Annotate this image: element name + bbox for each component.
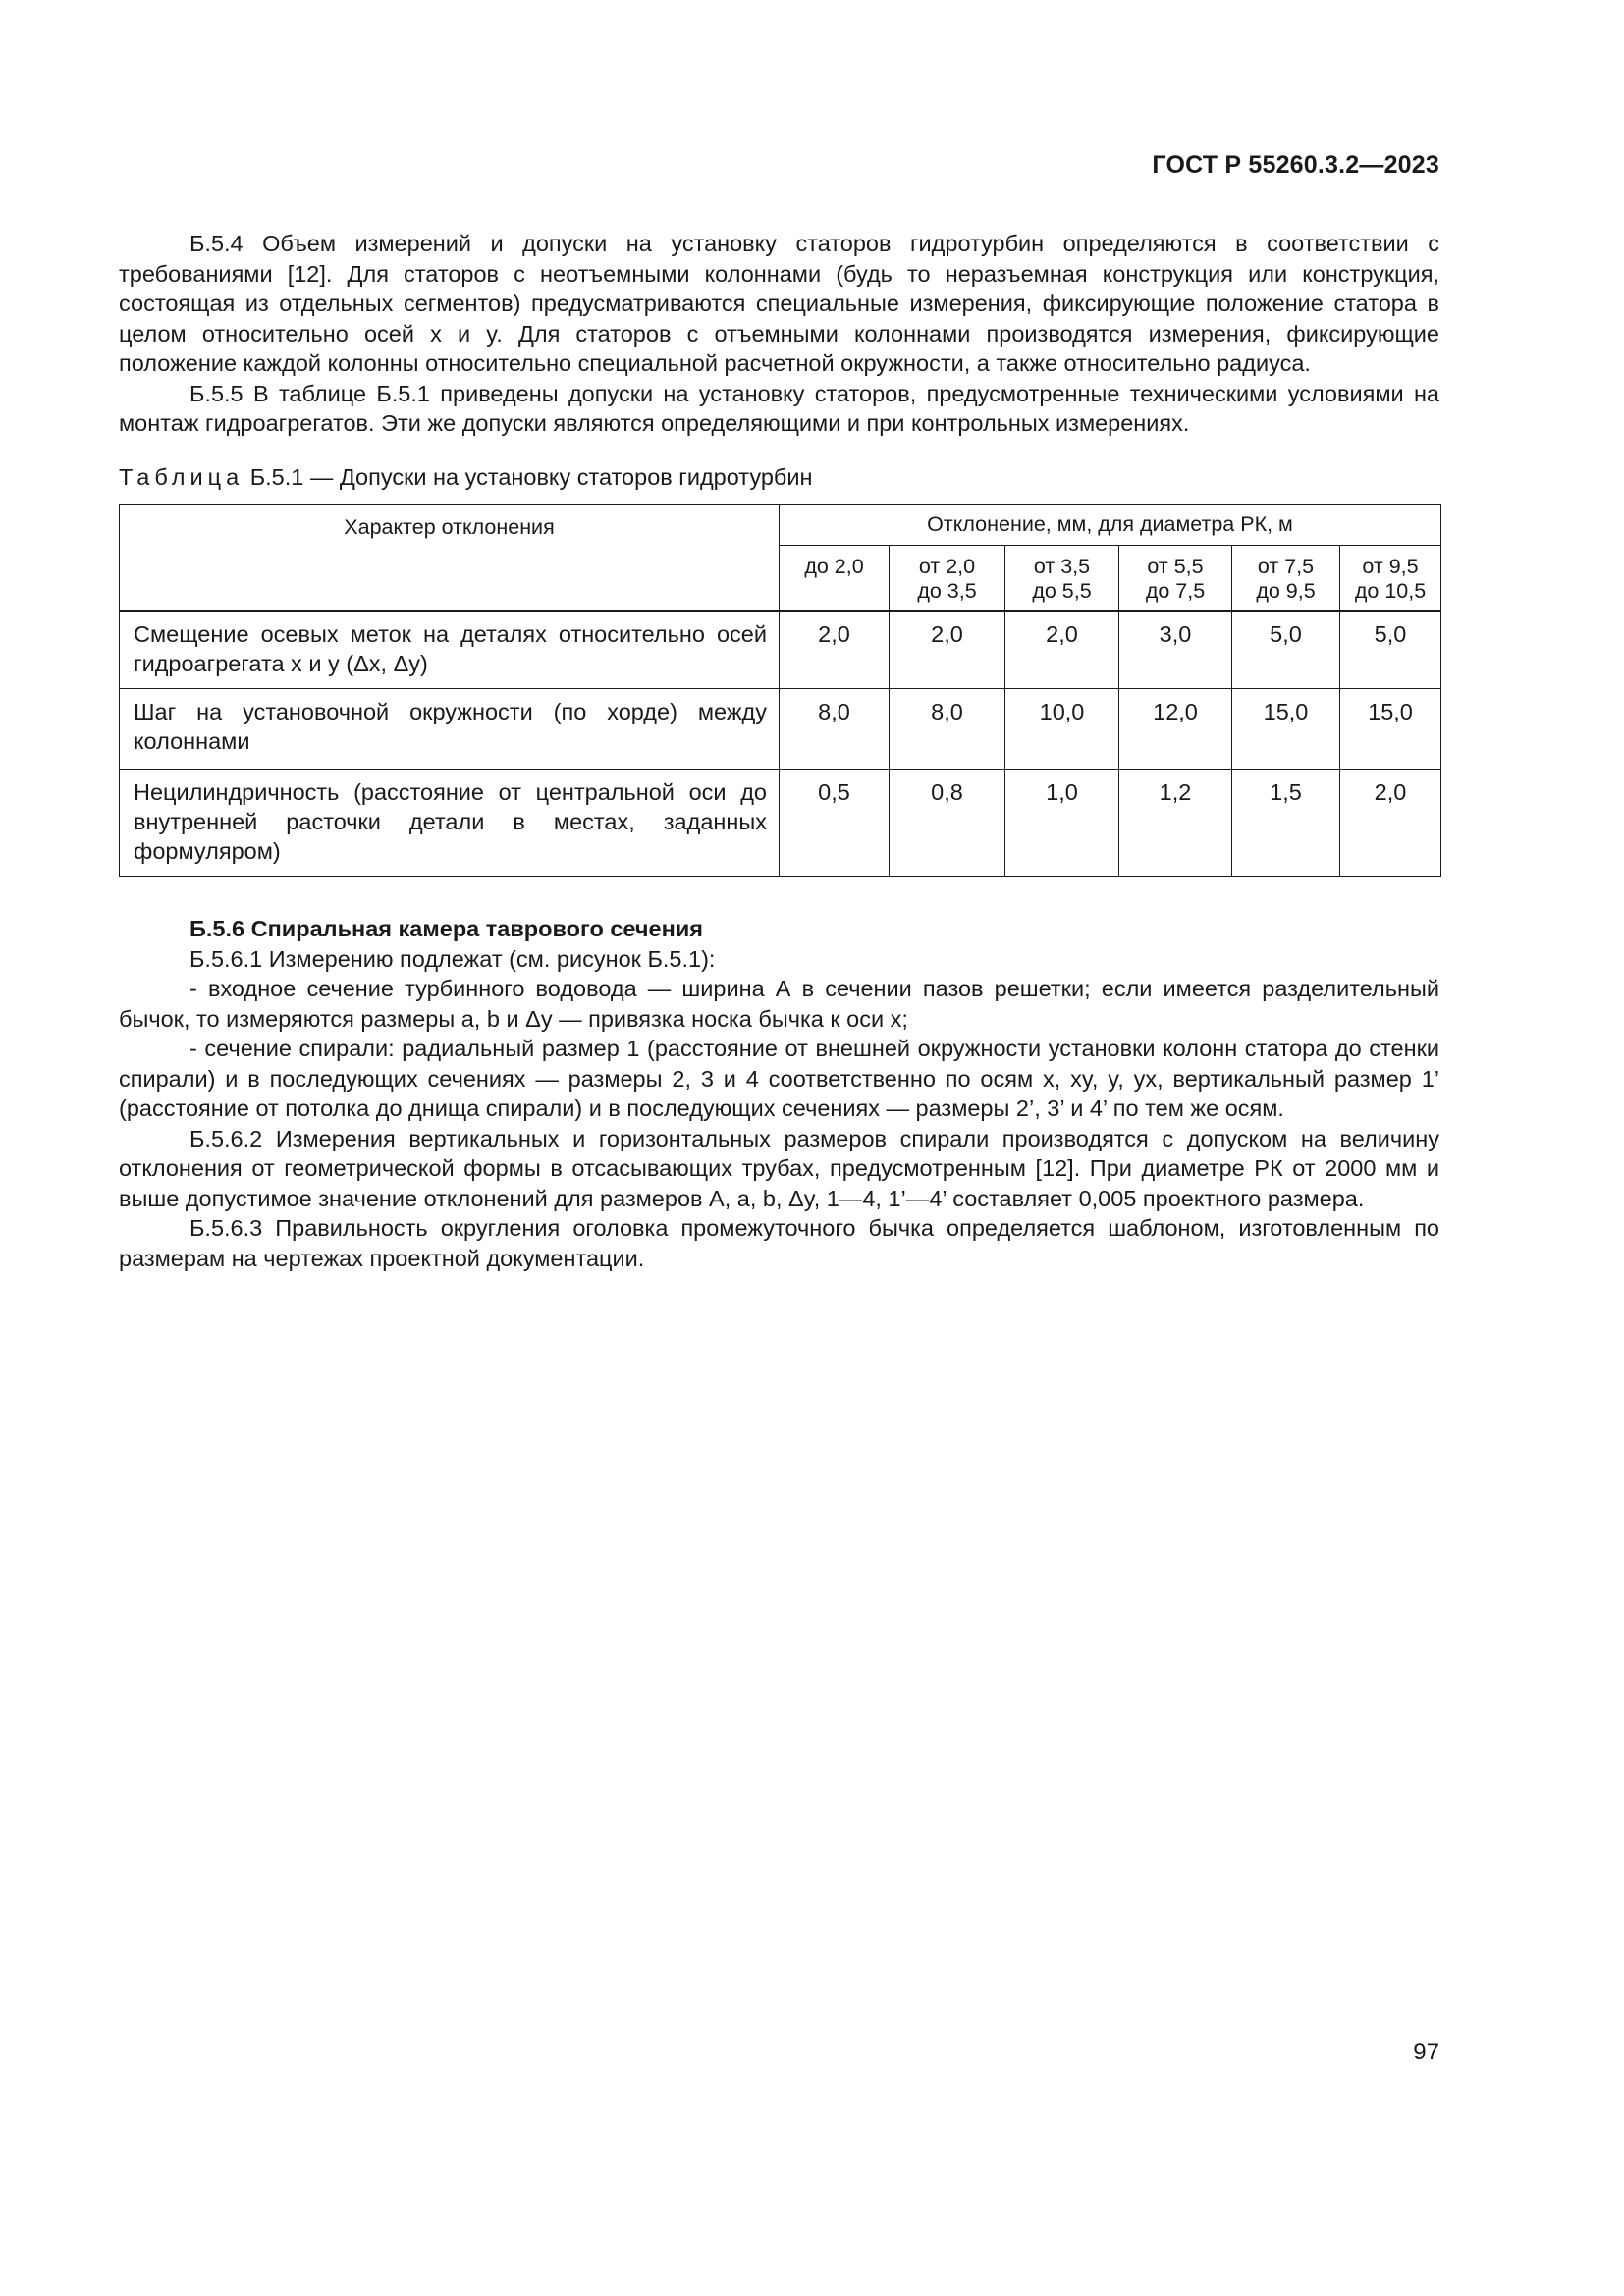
tolerance-value-cell: 2,0 <box>1340 770 1441 877</box>
section-heading-b56: Б.5.6 Спиральная камера таврового сечения <box>189 916 703 941</box>
range-to-label: до 3,5 <box>917 579 977 603</box>
tolerance-value-cell: 10,0 <box>1005 689 1119 770</box>
document-code-header: ГОСТ Р 55260.3.2—2023 <box>1152 151 1439 179</box>
range-to-label: до 7,5 <box>1145 579 1206 603</box>
tolerance-value-cell: 5,0 <box>1232 611 1340 689</box>
tolerance-value-cell: 1,5 <box>1232 770 1340 877</box>
range-from-label: от 7,5 <box>1257 555 1315 578</box>
table-caption <box>119 462 1439 493</box>
range-from-label: до 2,0 <box>804 555 864 578</box>
paragraph-b562: Б.5.6.2 Измерения вертикальных и горизонтальных размеров спирали производятся с допуском на величину отклонения от геометрической формы в отсасывающих трубах, предусмотренным [12]. При диаметре РК от 2000 мм и выше допустимое значение отклонений для размеров A, a, b, Δy, 1—4, 1’—4’ составляет 0,005 проектного размера. <box>119 1125 1439 1211</box>
table-row <box>120 611 1441 689</box>
tolerance-value-cell: 0,5 <box>780 770 890 877</box>
page-number: 97 <box>1413 2039 1439 2065</box>
diameter-range-header <box>1232 546 1340 612</box>
paragraph-b55: Б.5.5 В таблице Б.5.1 приведены допуски на установку статоров, предусмотренные техническими условиями на монтаж гидроагрегатов. Эти же допуски являются определяющими и при контрольных измерениях. <box>119 380 1439 436</box>
table-caption-lead: Таблица <box>119 464 244 490</box>
tolerance-value-cell: 2,0 <box>780 611 890 689</box>
tolerance-table <box>119 504 1441 877</box>
text-block-b54-b55 <box>119 229 1439 439</box>
table-body <box>120 611 1441 877</box>
tolerance-value-cell: 2,0 <box>1005 611 1119 689</box>
diameter-range-header <box>780 546 890 612</box>
tolerance-value-cell: 0,8 <box>890 770 1005 877</box>
tolerance-value-cell: 12,0 <box>1119 689 1232 770</box>
tolerance-value-cell: 5,0 <box>1340 611 1441 689</box>
table-caption-text: Б.5.1 — Допуски на установку статоров гидротурбин <box>249 464 813 490</box>
diameter-range-header <box>1119 546 1232 612</box>
deviation-description-cell: Нецилиндричность (расстояние от центральной оси до внутренней расточки детали в местах, заданных формуляром) <box>120 770 780 877</box>
deviation-description-cell: Шаг на установочной окружности (по хорде) между колоннами <box>120 689 780 770</box>
table-row <box>120 770 1441 877</box>
tolerance-value-cell: 1,2 <box>1119 770 1232 877</box>
tolerance-value-cell: 15,0 <box>1340 689 1441 770</box>
tolerance-value-cell: 1,0 <box>1005 770 1119 877</box>
diameter-range-header <box>890 546 1005 612</box>
tolerance-value-cell: 15,0 <box>1232 689 1340 770</box>
tolerance-value-cell: 8,0 <box>780 689 890 770</box>
range-from-label: от 2,0 <box>918 555 976 578</box>
column-group-header: Отклонение, мм, для диаметра РК, м <box>780 505 1441 546</box>
diameter-range-header <box>1340 546 1441 612</box>
range-from-label: от 5,5 <box>1147 555 1204 578</box>
table-row <box>120 689 1441 770</box>
range-to-label: до 5,5 <box>1032 579 1092 603</box>
deviation-description-cell: Смещение осевых меток на деталях относительно осей гидроагрегата x и y (Δx, Δy) <box>120 611 780 689</box>
diameter-range-header <box>1005 546 1119 612</box>
range-from-label: от 3,5 <box>1033 555 1091 578</box>
paragraph-b563: Б.5.6.3 Правильность округления оголовка промежуточного бычка определяется шаблоном, изготовленным по размерам на чертежах проектной документации. <box>119 1215 1439 1271</box>
paragraph-b54: Б.5.4 Объем измерений и допуски на установку статоров гидротурбин определяются в соответствии с требованиями [12]. Для статоров с неотъемными колоннами (будь то неразъемная конструкция или конструкция, состоящая из отдельных сегментов) предусматриваются специальные измерения, фиксирующие положение статора в целом относительно осей x и y. Для статоров с отъемными колоннами производятся измерения, фиксирующие положение каждой колонны относительно специальной расчетной окружности, а также относительно радиуса. <box>119 231 1439 376</box>
tolerance-value-cell: 3,0 <box>1119 611 1232 689</box>
range-to-label: до 10,5 <box>1354 579 1427 603</box>
paragraph-list-item-2: - сечение спирали: радиальный размер 1 (расстояние от внешней окружности установки колонн статора до стенки спирали) и в последующих сечениях — размеры 2, 3 и 4 соответственно по осям x, xy, y, yx, вертикальный размер 1’ (расстояние от потолка до днища спирали) и в последующих сечениях — размеры 2’, 3’ и 4’ по тем же осям. <box>119 1036 1439 1121</box>
table-header-row-1 <box>120 505 1441 546</box>
text-block-b56 <box>119 914 1439 1273</box>
tolerance-value-cell: 8,0 <box>890 689 1005 770</box>
tolerance-value-cell: 2,0 <box>890 611 1005 689</box>
range-to-label: до 9,5 <box>1256 579 1316 603</box>
paragraph-b561: Б.5.6.1 Измерению подлежат (см. рисунок Б.5.1): <box>189 945 716 972</box>
range-from-label: от 9,5 <box>1362 555 1419 578</box>
column-header-deviation-type: Характер отклонения <box>120 505 780 612</box>
paragraph-list-item-1: - входное сечение турбинного водовода — ширина А в сечении пазов решетки; если имеется разделительный бычок, то измеряются размеры a, b и Δy — привязка носка бычка к оси x; <box>119 976 1439 1032</box>
